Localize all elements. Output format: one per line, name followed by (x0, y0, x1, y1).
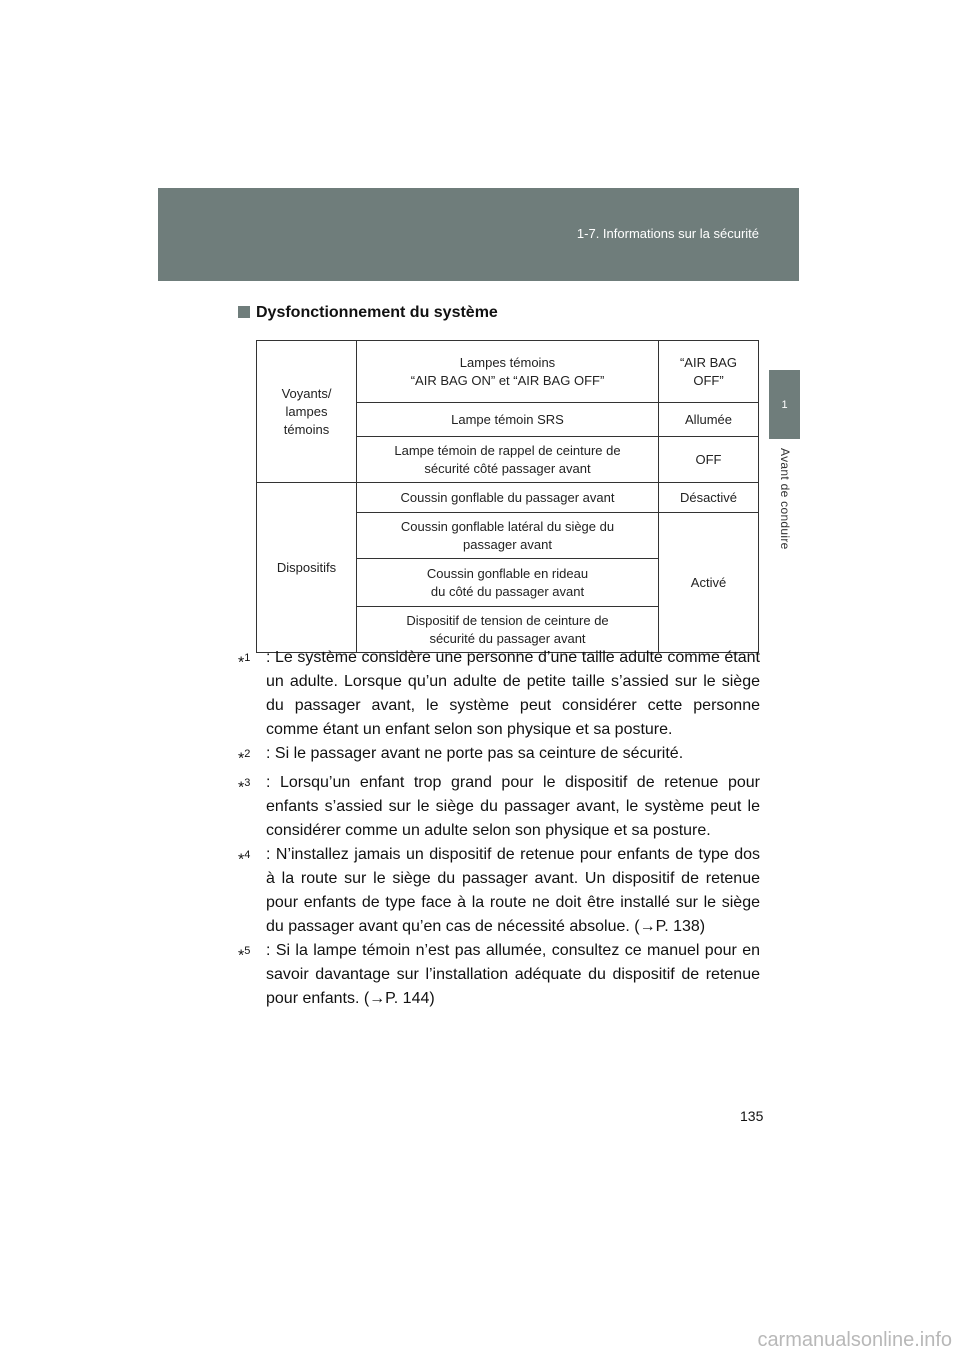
table-row-state: Désactivé (659, 483, 759, 513)
section-title-text: Dysfonctionnement du système (256, 304, 498, 321)
table-row-item: Dispositif de tension de ceinture de sécurité du passager avant (357, 607, 659, 653)
table-row-item: Coussin gonflable en rideau du côté du passager avant (357, 559, 659, 607)
footnote-marker: *$^3$ (238, 777, 251, 797)
table-row-item: Lampes témoins “AIR BAG ON” et “AIR BAG OFF” (357, 341, 659, 403)
footnote-marker: *$^5$ (238, 945, 251, 965)
table-row-item: Lampe témoin SRS (357, 403, 659, 437)
section-heading (238, 304, 498, 322)
table-row-item: Coussin gonflable latéral du siège du passager avant (357, 513, 659, 559)
chapter-header-bar (158, 188, 799, 281)
footnote-marker: *$^2$ (238, 748, 251, 768)
footnote-text: : N’installez jamais un dispositif de retenue pour enfants de type dos à la route sur le siège du passager avant. Un dispositif de retenue pour enfants de type face à la route ne doit être installé sur le siège du passager avant qu’en cas de nécessité absolue. (→P. 138) (266, 846, 760, 936)
group-label-devices: Dispositifs (257, 483, 357, 653)
footnote (238, 771, 760, 843)
footnotes (238, 646, 760, 1011)
footnote-marker: *$^4$ (238, 849, 251, 869)
table-row-state: Activé (659, 513, 759, 653)
table-row-item: Lampe témoin de rappel de ceinture de sécurité côté passager avant (357, 437, 659, 483)
footnote (238, 646, 760, 742)
footnote-text: : Si la lampe témoin n’est pas allumée, consultez ce manuel pour en savoir davantage sur l’installation adéquate du dispositif de retenue pour enfants. (→P. 144) (266, 942, 760, 1008)
table-row-state: Allumée (659, 403, 759, 437)
footnote (238, 939, 760, 1011)
footnote-text: : Lorsqu’un enfant trop grand pour le dispositif de retenue pour enfants s’assied sur le siège du passager avant, le système peut le considérer comme un adulte selon son physique et sa posture. (266, 774, 760, 840)
group-label-indicators: Voyants/ lampes témoins (257, 341, 357, 483)
chapter-tab-number: 1 (769, 370, 800, 439)
table-row-state: OFF (659, 437, 759, 483)
footnote (238, 742, 760, 771)
footnote-marker: *$^1$ (238, 652, 251, 672)
table-row-state: “AIR BAG OFF” (659, 341, 759, 403)
chapter-title: 1-7. Informations sur la sécurité (576, 226, 759, 241)
page-number: 135 (740, 1108, 764, 1124)
footnote-text: : Si le passager avant ne porte pas sa ceinture de sécurité. (266, 745, 684, 762)
footnote (238, 843, 760, 939)
table-row-item: Coussin gonflable du passager avant (357, 483, 659, 513)
watermark: carmanualsonline.info (757, 1329, 952, 1351)
status-table (256, 340, 759, 653)
chapter-tab-label: Avant de conduire (778, 448, 792, 550)
footnote-text: : Le système considère une personne d’une taille adulte comme étant un adulte. Lorsque qu’un adulte de petite taille s’assied sur le siège du passager avant, le système peut considérer cette personne comme étant un enfant selon son physique et sa posture. (266, 649, 760, 738)
square-bullet-icon (238, 306, 250, 318)
